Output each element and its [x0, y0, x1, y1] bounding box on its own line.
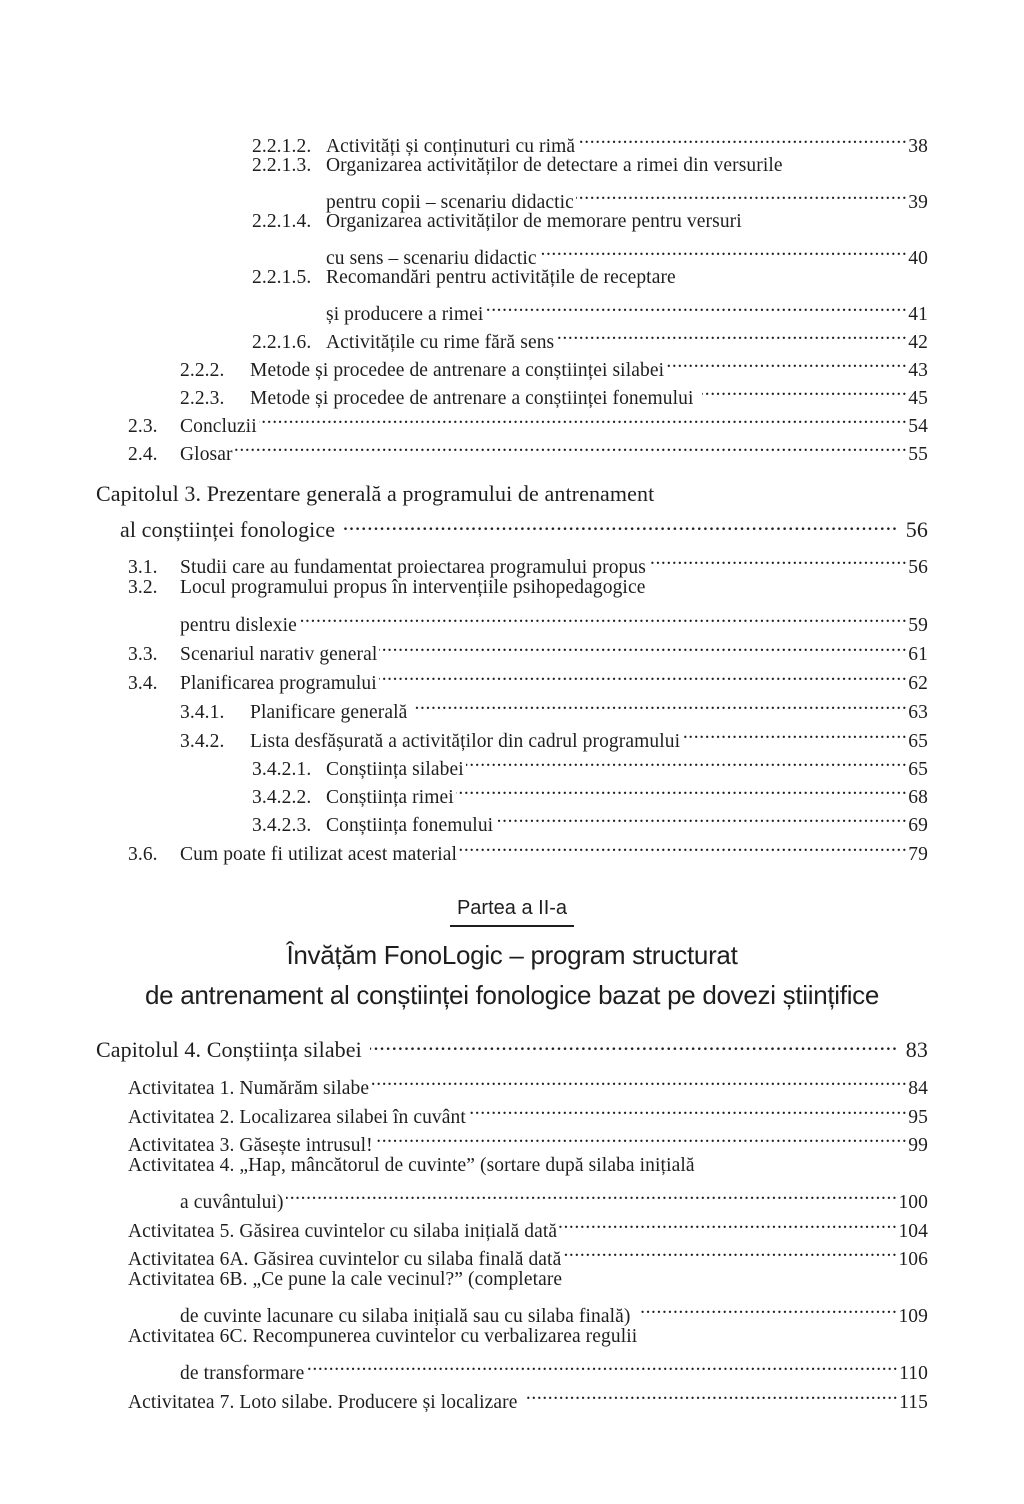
- toc-entry: [180, 348, 928, 381]
- dot-leader: [702, 376, 908, 404]
- entry-number: 2.3.: [128, 416, 158, 437]
- entry-page: 54: [908, 416, 928, 437]
- chapter-4-title: [96, 1029, 928, 1062]
- dot-leader: [343, 509, 898, 537]
- dot-leader: [485, 292, 907, 320]
- dot-leader: [371, 1066, 907, 1094]
- dot-leader: [286, 1180, 898, 1208]
- entry-number: 2.2.1.2.: [252, 136, 312, 157]
- entry-number: 3.4.2.2.: [252, 787, 312, 808]
- entry-page: 39: [908, 192, 928, 213]
- dot-leader: [639, 1294, 898, 1322]
- toc-entry: [252, 124, 928, 157]
- entry-number: 2.2.1.4.: [252, 211, 312, 232]
- activity-entry: [128, 1095, 928, 1128]
- dot-leader: [235, 432, 908, 460]
- chapter-3-title-continuation: [120, 509, 928, 542]
- dot-leader: [456, 775, 907, 803]
- toc-entry: [252, 208, 928, 236]
- part-title-line1: Învățăm FonoLogic – program structurat: [286, 940, 738, 970]
- entry-page: 38: [908, 136, 928, 157]
- entry-text: Conștiința silabei: [326, 759, 464, 780]
- toc-entry: [128, 432, 928, 465]
- entry-text: Cum poate fi utilizat acest material: [180, 844, 458, 865]
- toc-entry: [180, 690, 928, 723]
- activity-entry-continuation: [180, 1294, 928, 1327]
- entry-text: Locul programului propus în intervențiile psihopedagogice: [180, 577, 646, 598]
- entry-number: 3.4.1.: [180, 702, 225, 723]
- entry-text: Activitatea 1. Numărăm silabe: [128, 1078, 370, 1099]
- entry-text: pentru copii – scenariu didactic: [326, 192, 574, 213]
- activity-entry-continuation: [180, 1351, 928, 1384]
- toc-entry: [252, 264, 928, 292]
- toc-entry: [128, 574, 928, 602]
- entry-text: Planificarea programului: [180, 673, 377, 694]
- entry-number: 3.4.2.1.: [252, 759, 312, 780]
- dot-leader: [370, 1029, 898, 1057]
- entry-text: Activitatea 2. Localizarea silabei în cuvânt: [128, 1107, 466, 1128]
- entry-number: 3.2.: [128, 577, 158, 598]
- toc-entry-continuation: [326, 236, 928, 269]
- entry-page: 99: [908, 1135, 928, 1156]
- entry-page: 56: [908, 557, 928, 578]
- entry-text: Recomandări pentru activitățile de receptare: [326, 267, 676, 288]
- toc-entry: [252, 152, 928, 180]
- entry-page: 65: [908, 731, 928, 752]
- dot-leader: [648, 545, 907, 573]
- entry-text: de transformare: [180, 1363, 305, 1384]
- dot-leader: [379, 632, 907, 660]
- dot-leader: [682, 719, 907, 747]
- entry-text: Activitatea 6C. Recompunerea cuvintelor cu verbalizarea regulii: [128, 1326, 638, 1347]
- toc-entry: [180, 376, 928, 409]
- entry-page: 65: [908, 759, 928, 780]
- toc-entry: [180, 719, 928, 752]
- dot-leader: [306, 1351, 898, 1379]
- entry-page: 59: [908, 615, 928, 636]
- entry-number: 2.2.2.: [180, 360, 225, 381]
- activity-entry: [128, 1209, 928, 1242]
- chapter-3-title: [96, 480, 928, 508]
- dot-leader: [539, 236, 908, 264]
- entry-page: 68: [908, 787, 928, 808]
- toc-entry: [252, 747, 928, 780]
- toc-entry: [252, 320, 928, 353]
- activity-entry: [128, 1323, 928, 1351]
- toc-entry: [252, 803, 928, 836]
- entry-text: Concluzii: [180, 416, 257, 437]
- entry-page: 106: [898, 1249, 928, 1270]
- entry-text: pentru dislexie: [180, 615, 297, 636]
- dot-leader: [556, 320, 907, 348]
- entry-number: 3.1.: [128, 557, 158, 578]
- dot-leader: [666, 348, 907, 376]
- part-title-line2: de antrenament al conștiinței fonologice bazat pe dovezi științifice: [144, 980, 880, 1010]
- entry-text: Activitatea 6B. „Ce pune la cale vecinul?” (completare: [128, 1269, 563, 1290]
- entry-page: 63: [908, 702, 928, 723]
- part-label: Partea a II-a: [456, 897, 568, 919]
- entry-text: Glosar: [180, 444, 233, 465]
- entry-page: 110: [899, 1363, 928, 1384]
- chapter-page: 56: [905, 517, 928, 542]
- entry-text: Scenariul narativ general: [180, 644, 378, 665]
- dot-leader: [459, 832, 907, 860]
- chapter-title-line2: al conștiinței fonologice: [120, 517, 336, 542]
- toc-entry-continuation: [326, 180, 928, 213]
- entry-text: Activități și conținuturi cu rimă: [326, 136, 576, 157]
- entry-number: 2.4.: [128, 444, 158, 465]
- entry-text: Studii care au fundamentat proiectarea programului propus: [180, 557, 646, 578]
- chapter-title-line1: Capitolul 3. Prezentare generală a programului de antrenament: [96, 481, 655, 506]
- toc-entry-continuation: [326, 292, 928, 325]
- dot-leader: [576, 180, 907, 208]
- entry-text: Lista desfășurată a activităților din cadrul programului: [250, 731, 681, 752]
- entry-page: 43: [908, 360, 928, 381]
- entry-text: Metode și procedee de antrenare a conștiinței silabei: [250, 360, 665, 381]
- activity-entry: [128, 1237, 928, 1270]
- entry-number: 2.2.3.: [180, 388, 225, 409]
- entry-text: Activitatea 5. Găsirea cuvintelor cu silaba inițială dată: [128, 1221, 558, 1242]
- entry-text: Activitatea 3. Găsește intrusul!: [128, 1135, 373, 1156]
- entry-number: 3.3.: [128, 644, 158, 665]
- entry-page: 40: [908, 248, 928, 269]
- entry-number: 2.2.1.3.: [252, 155, 312, 176]
- dot-leader: [259, 404, 908, 432]
- entry-page: 100: [898, 1192, 928, 1213]
- entry-text: a cuvântului): [180, 1192, 284, 1213]
- entry-text: Activitatea 7. Loto silabe. Producere și localizare: [128, 1392, 518, 1413]
- entry-text: Organizarea activităților de memorare pentru versuri: [326, 211, 742, 232]
- entry-page: 69: [908, 815, 928, 836]
- entry-page: 95: [908, 1107, 928, 1128]
- dot-leader: [468, 1095, 907, 1123]
- dot-leader: [375, 1123, 908, 1151]
- entry-number: 3.6.: [128, 844, 158, 865]
- activity-entry-continuation: [180, 1180, 928, 1213]
- toc-entry: [128, 404, 928, 437]
- activity-entry: [128, 1152, 928, 1180]
- dot-leader: [415, 690, 907, 718]
- entry-text: Activitatea 6A. Găsirea cuvintelor cu silaba finală dată: [128, 1249, 562, 1270]
- entry-text: Metode și procedee de antrenare a conștiinței fonemului: [250, 388, 694, 409]
- entry-page: 115: [899, 1392, 928, 1413]
- entry-page: 104: [898, 1221, 928, 1242]
- entry-page: 62: [908, 673, 928, 694]
- activity-entry: [128, 1266, 928, 1294]
- dot-leader: [563, 1237, 897, 1265]
- toc-entry: [128, 661, 928, 694]
- entry-number: 2.2.1.6.: [252, 332, 312, 353]
- entry-text: de cuvinte lacunare cu silaba inițială sau cu silaba finală): [180, 1306, 631, 1327]
- entry-number: 2.2.1.5.: [252, 267, 312, 288]
- chapter-page: 83: [905, 1037, 928, 1062]
- entry-text: Conștiința fonemului: [326, 815, 494, 836]
- entry-number: 3.4.2.3.: [252, 815, 312, 836]
- entry-text: cu sens – scenariu didactic: [326, 248, 537, 269]
- toc-entry: [128, 632, 928, 665]
- entry-page: 109: [898, 1306, 928, 1327]
- toc-entry: [128, 832, 928, 865]
- chapter-title: Capitolul 4. Conștiința silabei: [96, 1037, 362, 1062]
- toc-entry: [252, 775, 928, 808]
- dot-leader: [495, 803, 907, 831]
- entry-page: 55: [908, 444, 928, 465]
- entry-text: și producere a rimei: [326, 304, 484, 325]
- entry-number: 3.4.2.: [180, 731, 225, 752]
- part-divider: [450, 925, 574, 927]
- activity-entry: [128, 1380, 928, 1413]
- dot-leader: [379, 661, 908, 689]
- entry-page: 45: [908, 388, 928, 409]
- dot-leader: [299, 603, 907, 631]
- entry-text: Conștiința rimei: [326, 787, 454, 808]
- entry-text: Organizarea activităților de detectare a rimei din versurile: [326, 155, 783, 176]
- toc-entry-continuation: [180, 603, 928, 636]
- activity-entry: [128, 1066, 928, 1099]
- dot-leader: [577, 124, 907, 152]
- entry-text: Activitățile cu rime fără sens: [326, 332, 555, 353]
- entry-text: Activitatea 4. „Hap, mâncătorul de cuvinte” (sortare după silaba inițială: [128, 1155, 695, 1176]
- entry-page: 42: [908, 332, 928, 353]
- activity-entry: [128, 1123, 928, 1156]
- dot-leader: [559, 1209, 897, 1237]
- entry-page: 84: [908, 1078, 928, 1099]
- entry-number: 3.4.: [128, 673, 158, 694]
- entry-page: 61: [908, 644, 928, 665]
- entry-page: 41: [908, 304, 928, 325]
- entry-text: Planificare generală: [250, 702, 408, 723]
- dot-leader: [526, 1380, 899, 1408]
- dot-leader: [466, 747, 908, 775]
- toc-entry: [128, 545, 928, 578]
- entry-page: 79: [908, 844, 928, 865]
